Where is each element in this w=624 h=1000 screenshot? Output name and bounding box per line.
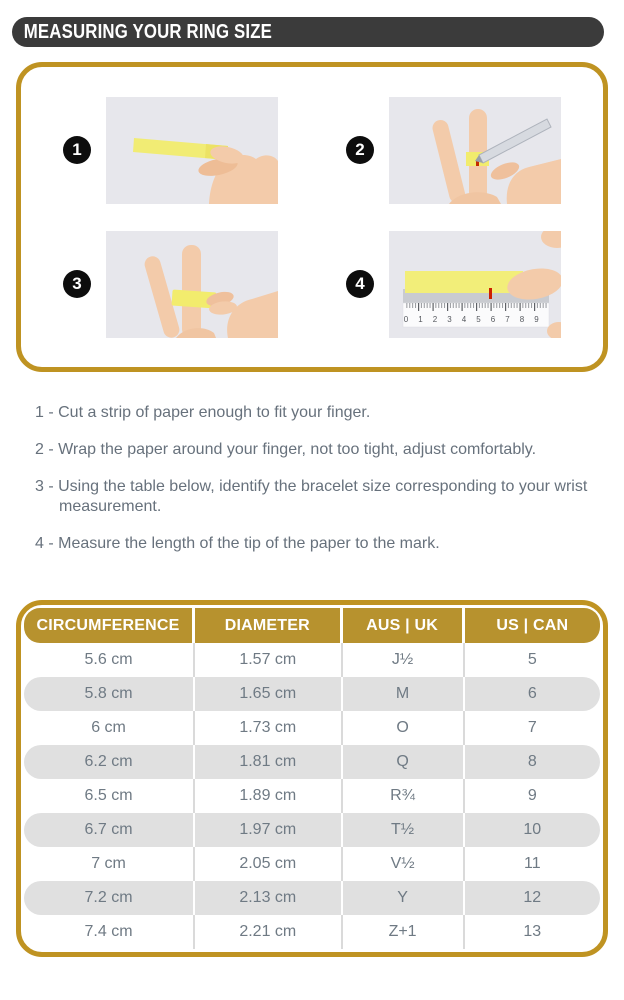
- cell-us-can: 5: [527, 651, 537, 668]
- page-title: MEASURING YOUR RING SIZE: [23, 20, 273, 43]
- cell-circumference: 7.2 cm: [24, 881, 195, 915]
- table-row: [24, 711, 600, 745]
- table-row: [24, 813, 600, 847]
- svg-text:4: 4: [461, 314, 467, 324]
- column-header-circumference: CIRCUMFERENCE: [24, 608, 195, 643]
- cell-diameter: 1.81 cm: [195, 745, 342, 779]
- step-3: [29, 217, 312, 351]
- column-header-diameter: DIAMETER: [195, 608, 342, 643]
- cell-circumference: 6.7 cm: [24, 813, 195, 847]
- table-row: [24, 745, 600, 779]
- svg-text:8: 8: [519, 314, 525, 324]
- cell-circumference: 6 cm: [24, 711, 195, 745]
- instruction-1: 1 - Cut a strip of paper enough to fit your finger.: [35, 404, 371, 421]
- step-4: [312, 217, 595, 351]
- measuring-steps-box: [16, 62, 608, 372]
- cell-circumference: 5.8 cm: [24, 677, 195, 711]
- cell-us-can: 6: [527, 685, 537, 702]
- cell-circumference: 7.4 cm: [24, 915, 195, 949]
- cell-aus-uk: Y: [343, 881, 465, 915]
- cell-aus-uk: J½: [343, 643, 465, 677]
- cell-aus-uk: M: [343, 677, 465, 711]
- svg-text:7: 7: [505, 314, 510, 324]
- cell-us-can: 13: [523, 923, 542, 940]
- step-3-number-badge: 3: [63, 270, 91, 298]
- table-row: [24, 677, 600, 711]
- cell-diameter: 1.97 cm: [195, 813, 342, 847]
- cell-aus-uk: V½: [343, 847, 465, 881]
- cell-aus-uk: Q: [343, 745, 465, 779]
- cell-us-can: 12: [523, 889, 542, 906]
- instruction-3: 3 - Using the table below, identify the bracelet size corresponding to your wrist measurement.: [35, 478, 588, 515]
- ring-size-table: [16, 600, 608, 957]
- table-row: [24, 915, 600, 949]
- table-row: [24, 881, 600, 915]
- pen-mark: [489, 288, 492, 299]
- cell-us-can: 11: [524, 855, 541, 872]
- column-header-aus-uk: AUS | UK: [343, 608, 465, 643]
- instructions-list: [35, 403, 591, 571]
- svg-text:6: 6: [490, 314, 496, 324]
- page-title-bar: [12, 17, 604, 47]
- cell-us-can: 8: [527, 753, 537, 770]
- table-row: [24, 847, 600, 881]
- cell-circumference: 7 cm: [24, 847, 195, 881]
- cell-diameter: 2.21 cm: [195, 915, 342, 949]
- svg-text:1: 1: [418, 314, 423, 324]
- table-row: [24, 779, 600, 813]
- step-1: [29, 83, 312, 217]
- cell-aus-uk: Z+1: [343, 915, 465, 949]
- cell-diameter: 1.89 cm: [195, 779, 342, 813]
- step-4-photo-ruler-measure: [389, 231, 561, 338]
- cell-aus-uk: T½: [343, 813, 465, 847]
- cell-circumference: 6.2 cm: [24, 745, 195, 779]
- svg-text:9: 9: [534, 314, 539, 324]
- instruction-2: 2 - Wrap the paper around your finger, not too tight, adjust comfortably.: [35, 441, 537, 458]
- table-row: [24, 643, 600, 677]
- cell-diameter: 2.13 cm: [195, 881, 342, 915]
- cell-diameter: 2.05 cm: [195, 847, 342, 881]
- svg-text:0: 0: [403, 314, 409, 324]
- svg-text:2: 2: [432, 314, 438, 324]
- step-2-photo-mark-paper: [389, 97, 561, 204]
- step-1-number-badge: 1: [63, 136, 91, 164]
- table-header-row: [24, 608, 600, 643]
- step-2-number-badge: 2: [346, 136, 374, 164]
- cell-us-can: 9: [527, 787, 537, 804]
- cell-us-can: 7: [527, 719, 537, 736]
- cell-circumference: 6.5 cm: [24, 779, 195, 813]
- cell-diameter: 1.57 cm: [195, 643, 342, 677]
- cell-diameter: 1.73 cm: [195, 711, 342, 745]
- cell-us-can: 10: [523, 821, 542, 838]
- cell-aus-uk: R¾: [343, 779, 465, 813]
- instruction-4: 4 - Measure the length of the tip of the paper to the mark.: [35, 535, 440, 552]
- column-header-us-can: US | CAN: [496, 616, 569, 634]
- svg-text:3: 3: [447, 314, 452, 324]
- cell-diameter: 1.65 cm: [195, 677, 342, 711]
- step-3-photo-wrap-adjust: [106, 231, 278, 338]
- step-4-number-badge: 4: [346, 270, 374, 298]
- cell-circumference: 5.6 cm: [24, 643, 195, 677]
- step-1-photo-cut-strip: [106, 97, 278, 204]
- cell-aus-uk: O: [343, 711, 465, 745]
- svg-text:5: 5: [476, 314, 481, 324]
- step-2: [312, 83, 595, 217]
